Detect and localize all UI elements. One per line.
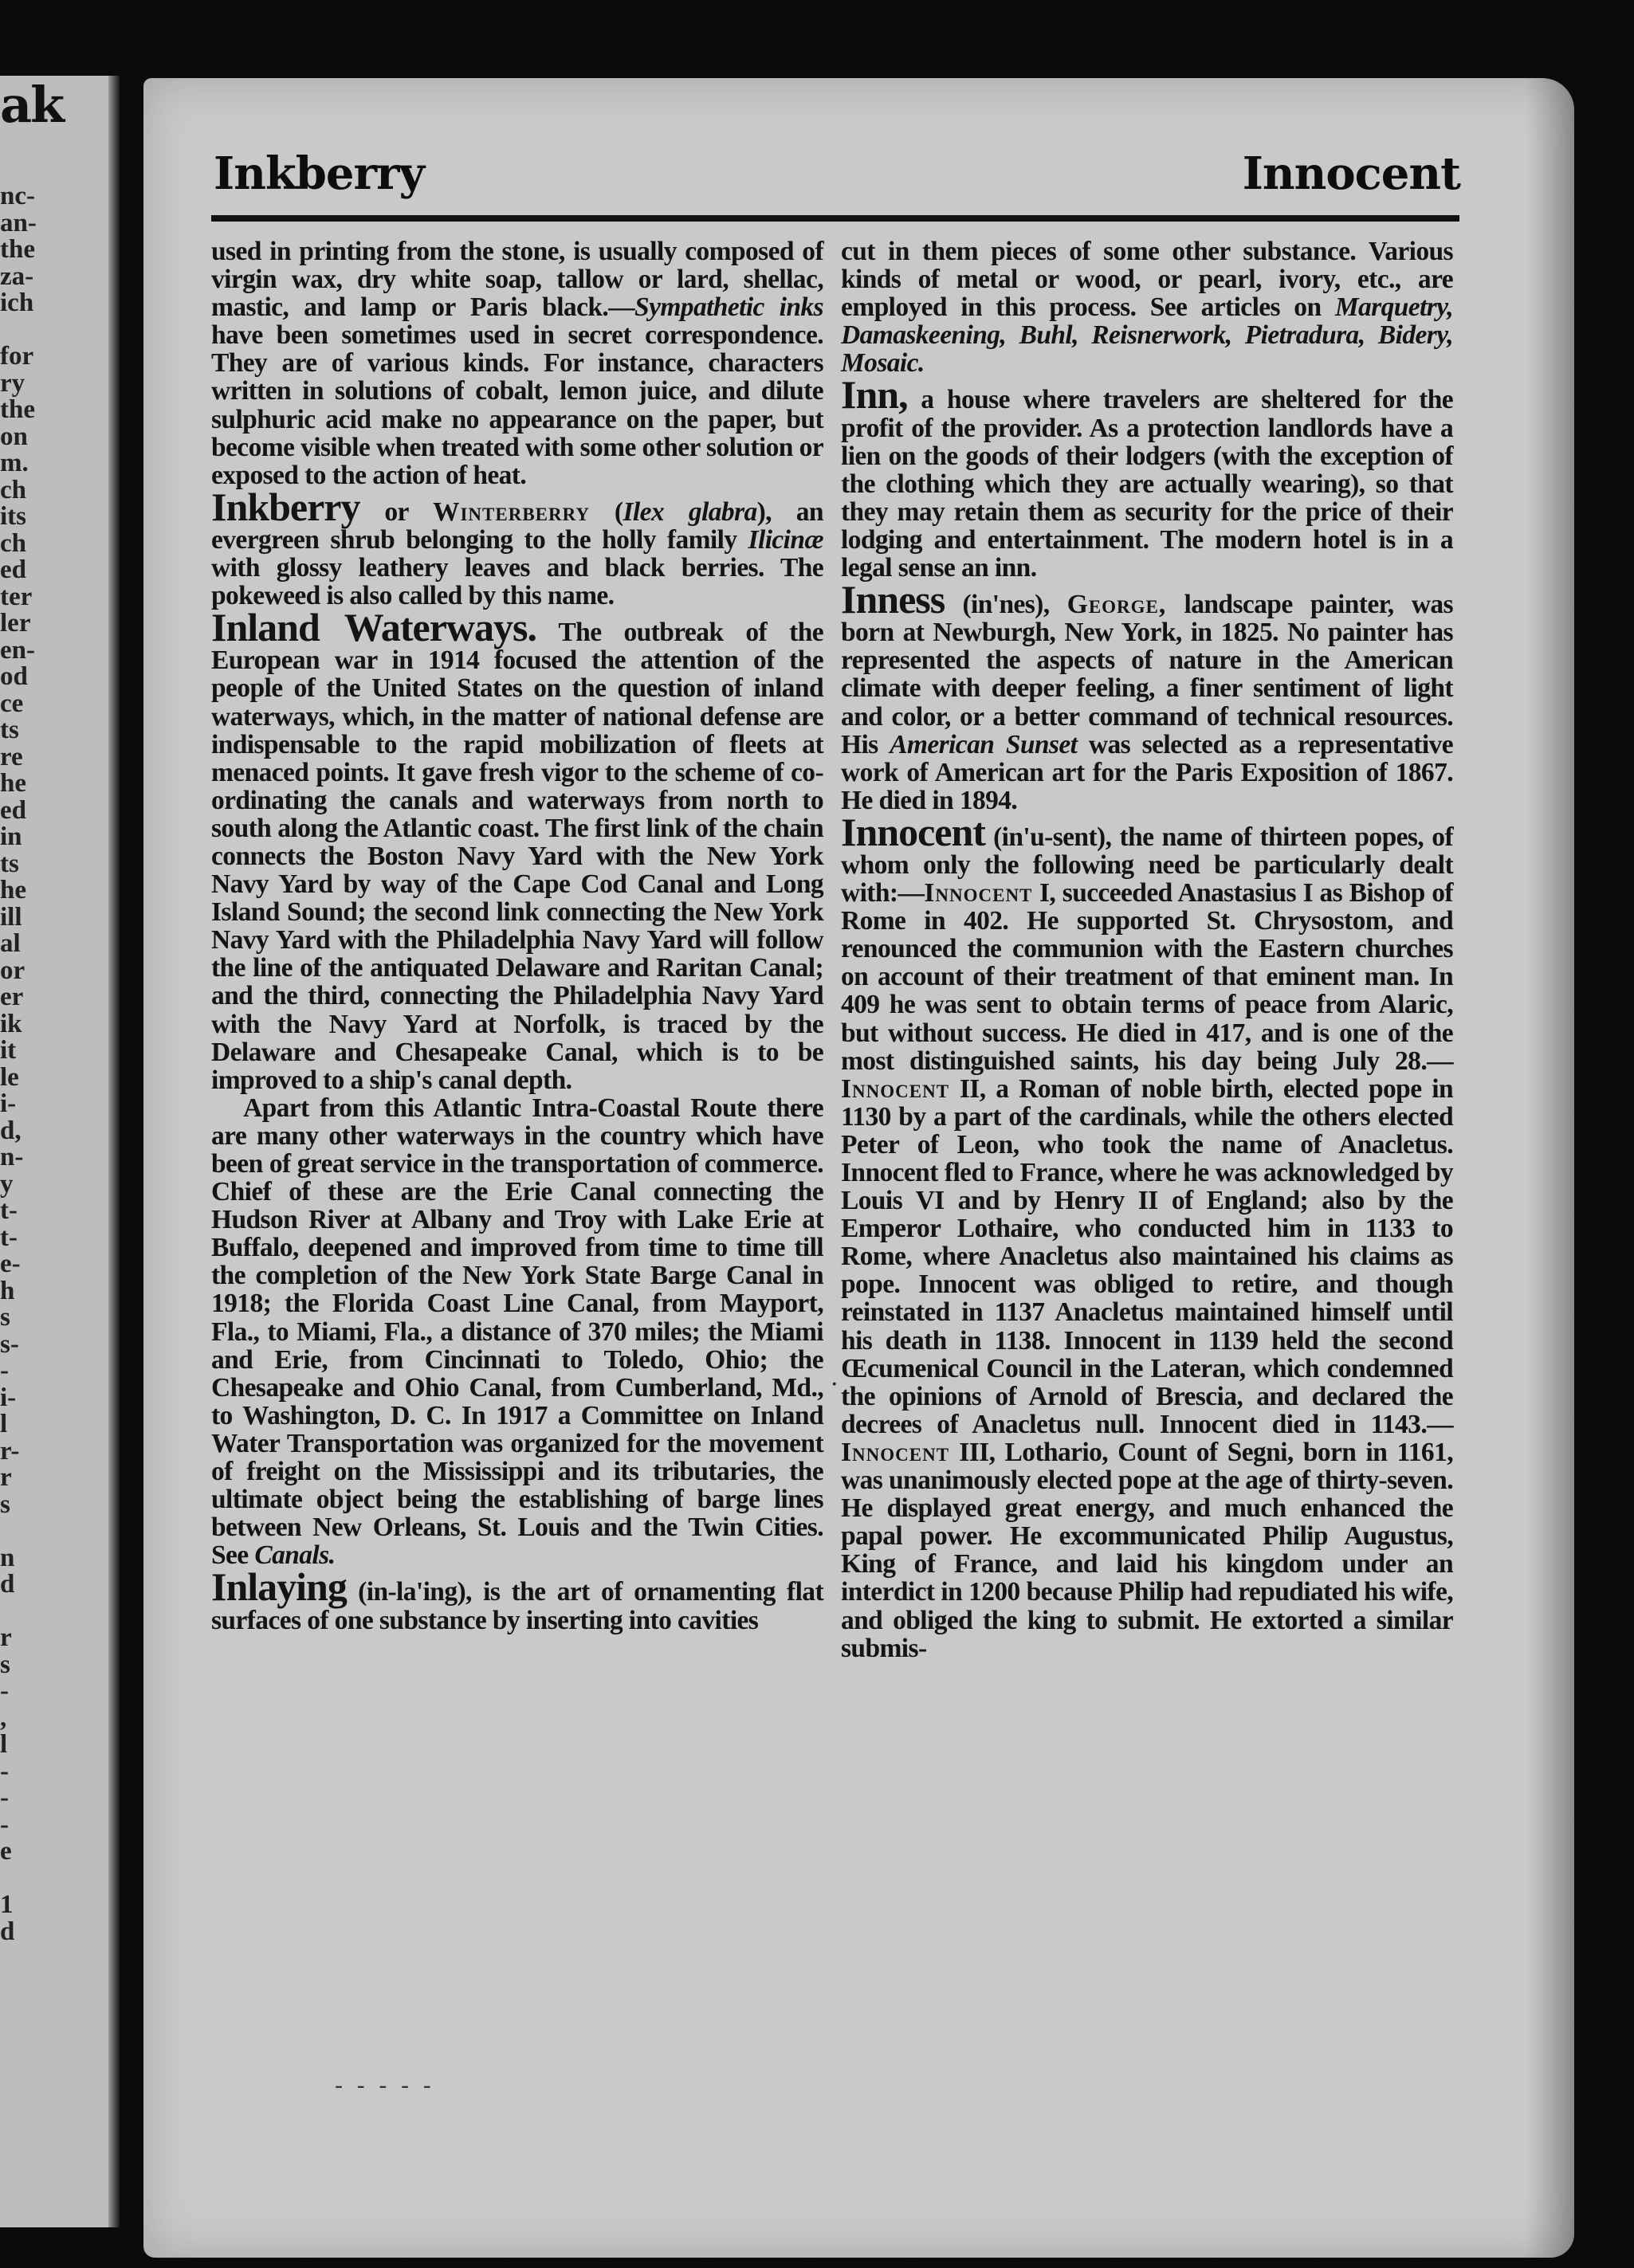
left-page-line-fragment: its [0, 504, 26, 531]
left-page-line-fragment: m. [0, 450, 29, 477]
left-page-line-fragment: h [0, 1277, 15, 1305]
left-page-line-fragment: t- [0, 1198, 18, 1225]
left-page-line-fragment: al [0, 931, 21, 958]
left-page-line-fragment: ed [0, 557, 26, 584]
left-page-line-fragment: ch [0, 530, 26, 557]
left-page-line-fragment: n [0, 1544, 15, 1572]
left-page-line-fragment: s- [0, 1331, 19, 1358]
left-page-line-fragment: r [0, 1465, 12, 1492]
left-page-line-fragment: - [0, 1358, 9, 1385]
tail-dash-mark: - - - - - [335, 2072, 434, 2100]
left-page-line-fragment: on [0, 423, 28, 450]
left-page-line-fragment: le [0, 1064, 19, 1091]
entry-inlaying-continuation: cut in them pieces of some other substance. Various kinds of metal or wood, or pearl, ivory, etc., are employed in this process. See articles on Marquetry, Damaskeening, Buhl, Reisnerwork, Pietradura, Bidery, Mosaic. [841, 237, 1453, 379]
left-page-line-fragment: e [0, 1838, 12, 1866]
left-page-line-fragment: ler [0, 610, 31, 638]
left-page-line-fragment: od [0, 664, 28, 691]
left-page-line-fragment: s [0, 1491, 10, 1518]
left-page-line-fragment: the [0, 397, 35, 424]
left-page-line-fragment: 1 [0, 1892, 14, 1919]
left-page-line-fragment: ed [0, 797, 26, 824]
left-page-line-fragment [0, 1518, 48, 1545]
left-page-line-fragment: en- [0, 637, 35, 664]
left-page-line-fragment: the [0, 237, 35, 264]
left-page-line-fragment: - [0, 1785, 9, 1812]
left-page-line-fragment: it [0, 1038, 17, 1065]
left-page-line-fragment: s [0, 1651, 10, 1678]
left-page-line-fragment: , [0, 1705, 7, 1732]
left-page-line-fragment: ts [0, 717, 19, 744]
left-page-line-fragment [0, 317, 48, 344]
left-page-line-fragment: he [0, 771, 26, 798]
entry-inland-waterways: Inland Waterways. The outbreak of the European war in 1914 focused the attention of the people of the United States on the question of inland waterways, which, in the matter of national defense are indispensable to the rapid mobilization of fleets at menaced points. It gave fresh vigor to the scheme of co-ordinating the canals and waterways from north to south along the Atlantic coast. The first link of the chain connects the Boston Navy Yard with the New York Navy Yard by way of the Cape Cod Canal and Long Island Sound; the second link connecting the New York Navy Yard with the Philadelphia Navy Yard will follow the line of the antiquated Delaware and Raritan Canal; and the third, connecting the Philadelphia Navy Yard with the Navy Yard at Norfolk, is traced by the Delaware and Chesapeake Canal, which is to be improved to a ship's canal depth. [211, 605, 824, 1095]
left-page-line-fragment: d [0, 1572, 15, 1599]
entry-inn: Inn, a house where travelers are sheltered for the profit of the provider. As a protection landlords have a lien on the goods of their lodgers (with the exception of the clothing which they are actually wearing), so that they may retain them as security for the price of their lodging and entertainment. The modern hotel is in a legal sense an inn. [841, 372, 1453, 583]
left-page-line-fragment: he [0, 877, 26, 904]
left-page-running-head-fragment: ak [0, 76, 64, 134]
left-page-line-fragment: ch [0, 477, 26, 504]
left-page-line-fragment: ik [0, 1010, 22, 1038]
left-page-line-fragment: i- [0, 1091, 17, 1118]
entry-ink-continuation: used in printing from the stone, is usually composed of virgin wax, dry white soap, tallow or lard, shellac, mastic, and lamp or Paris black.—Sympathetic inks have been sometimes used in secret correspondence. They are of various kinds. For instance, characters written in solutions of cobalt, lemon juice, and dilute sulphuric acid make no appearance on the paper, but become visible when treated with some other solution or exposed to the action of heat. [211, 237, 823, 490]
left-page-line-fragment: ich [0, 290, 34, 317]
left-page-line-fragment: in [0, 824, 22, 851]
running-head-left: Inkberry [214, 147, 425, 200]
left-page-line-fragment: i- [0, 1384, 17, 1411]
left-page-line-fragment: y [0, 1171, 14, 1198]
headword-inness: Inness [841, 577, 945, 622]
entry-inness: Inness (in'nes), George, landscape painter, was born at Newburgh, New York, in 1825. No painter has represented the aspects of nature in the American climate with deeper feeling, a finer sentiment of light and color, or a better command of technical resources. His American Sunset was selected as a representative work of American art for the Paris Exposition of 1867. He died in 1894. [841, 577, 1453, 815]
left-page-line-fragment: ts [0, 850, 19, 877]
left-page-line-fragment: er [0, 984, 24, 1011]
left-page-line-fragment: r [0, 1625, 12, 1652]
left-page-line-fragment: l [0, 1411, 8, 1438]
right-column [841, 237, 1453, 1662]
left-page-line-fragment: ter [0, 583, 33, 610]
left-page-line-fragment: ry [0, 370, 26, 397]
running-head-right: Innocent [1242, 147, 1460, 200]
left-page-line-fragment: an- [0, 210, 37, 237]
headword-inn: Inn, [841, 372, 908, 418]
left-page-line-fragment: - [0, 1758, 9, 1785]
headword-innocent: Innocent [841, 809, 985, 854]
header-rule [211, 215, 1459, 222]
left-page-line-fragment: n- [0, 1144, 24, 1171]
left-page-line-fragment: za- [0, 263, 34, 290]
left-page-line-fragment: d [0, 1918, 15, 1945]
left-page-line-fragment: for [0, 343, 34, 371]
entry-innocent: Innocent (in'u-sent), the name of thirteen popes, of whom only the following need be particularly dealt with:—Innocent I, succeeded Anastasius I as Bishop of Rome in 402. He supported St. Chrysostom, and renounced the communion with the Eastern churches on account of their treatment of that eminent man. In 409 he was sent to obtain terms of peace from Alaric, but without success. He died in 417, and is one of the most distinguished saints, his day being July 28.—Innocent II, a Roman of noble birth, elected pope in 1130 by a part of the cardinals, while the others elected Peter of Leon, who took the name of Anacletus. Innocent fled to France, where he was acknowledged by Louis VI and by Henry II of England; also by the Emperor Lothaire, who conducted him in 1133 to Rome, where Anacletus also maintained his claims as pope. Innocent was obliged to retire, and though reinstated in 1137 Anacletus maintained himself until his death in 1138. Innocent in 1139 held the second Œcumenical Council in the Lateran, which condemned the opinions of Arnold of Brescia, and declared the decrees of Anacletus null. Innocent died in 1143.—Innocent III, Lothario, Count of Segni, born in 1161, was unanimously elected pope at the age of thirty-seven. He displayed great energy, and much enhanced the papal power. He excommunicated Philip Augustus, King of France, and laid his kingdom under an interdict in 1200 because Philip had repudiated his wife, and obliged the king to submit. He extorted a similar submis- [841, 809, 1453, 1663]
left-page-line-fragment [0, 1599, 48, 1626]
entry-inlaying: Inlaying (in-la'ing), is the art of ornamenting flat surfaces of one substance by inserting into cavities [211, 1564, 823, 1635]
headword-inlaying: Inlaying [211, 1564, 347, 1610]
left-page-line-fragments [0, 183, 48, 1945]
headword-inkberry: Inkberry [211, 484, 360, 529]
left-page-line-fragment: ill [0, 904, 22, 931]
left-page-line-fragment: - [0, 1678, 9, 1705]
entry-inkberry: Inkberry or Winterberry (Ilex glabra), an evergreen shrub belonging to the holly family Ilicinæ with glossy leathery leaves and black berries. The pokeweed is also called by this name. [211, 484, 823, 611]
left-page-line-fragment: r- [0, 1438, 20, 1465]
left-page-line-fragment: d, [0, 1117, 22, 1144]
paragraph-apart: Apart from this Atlantic Intra-Coastal Route there are many other waterways in the country which have been of great service in the transportation of commerce. Chief of these are the Erie Canal connecting the Hudson River at Albany and Troy with Lake Erie at Buffalo, deepened and improved from time to time till the completion of the New York State Barge Canal in 1918; the Florida Coast Line Canal, from Mayport, Fla., to Miami, Fla., a distance of 370 miles; the Miami and Erie, from Cincinnati to Toledo, Ohio; the Chesapeake and Ohio Canal, from Cumberland, Md., to Washington, D. C. In 1917 a Committee on Inland Water Transportation was organized for the movement of freight on the Mississippi and its tributaries, the ultimate object being the establishing of barge lines between New Orleans, St. Louis and the Twin Cities. See Canals. [211, 1093, 823, 1571]
left-page-line-fragment: or [0, 957, 26, 984]
left-page-line-fragment: ce [0, 690, 24, 717]
column-divider-mark: · [831, 1371, 839, 1399]
left-page-line-fragment: s [0, 1305, 10, 1332]
left-page-line-fragment [0, 1866, 48, 1893]
book-gutter [108, 76, 120, 2227]
headword-inland-waterways: Inland Waterways. [211, 605, 536, 650]
left-page-line-fragment: - [0, 1811, 9, 1838]
left-page-line-fragment: e- [0, 1251, 21, 1278]
left-page-line-fragment: t- [0, 1224, 18, 1251]
left-page-line-fragment: nc- [0, 183, 35, 210]
left-column [211, 237, 823, 1634]
left-page-line-fragment: l [0, 1732, 8, 1759]
left-page-line-fragment: re [0, 744, 23, 771]
